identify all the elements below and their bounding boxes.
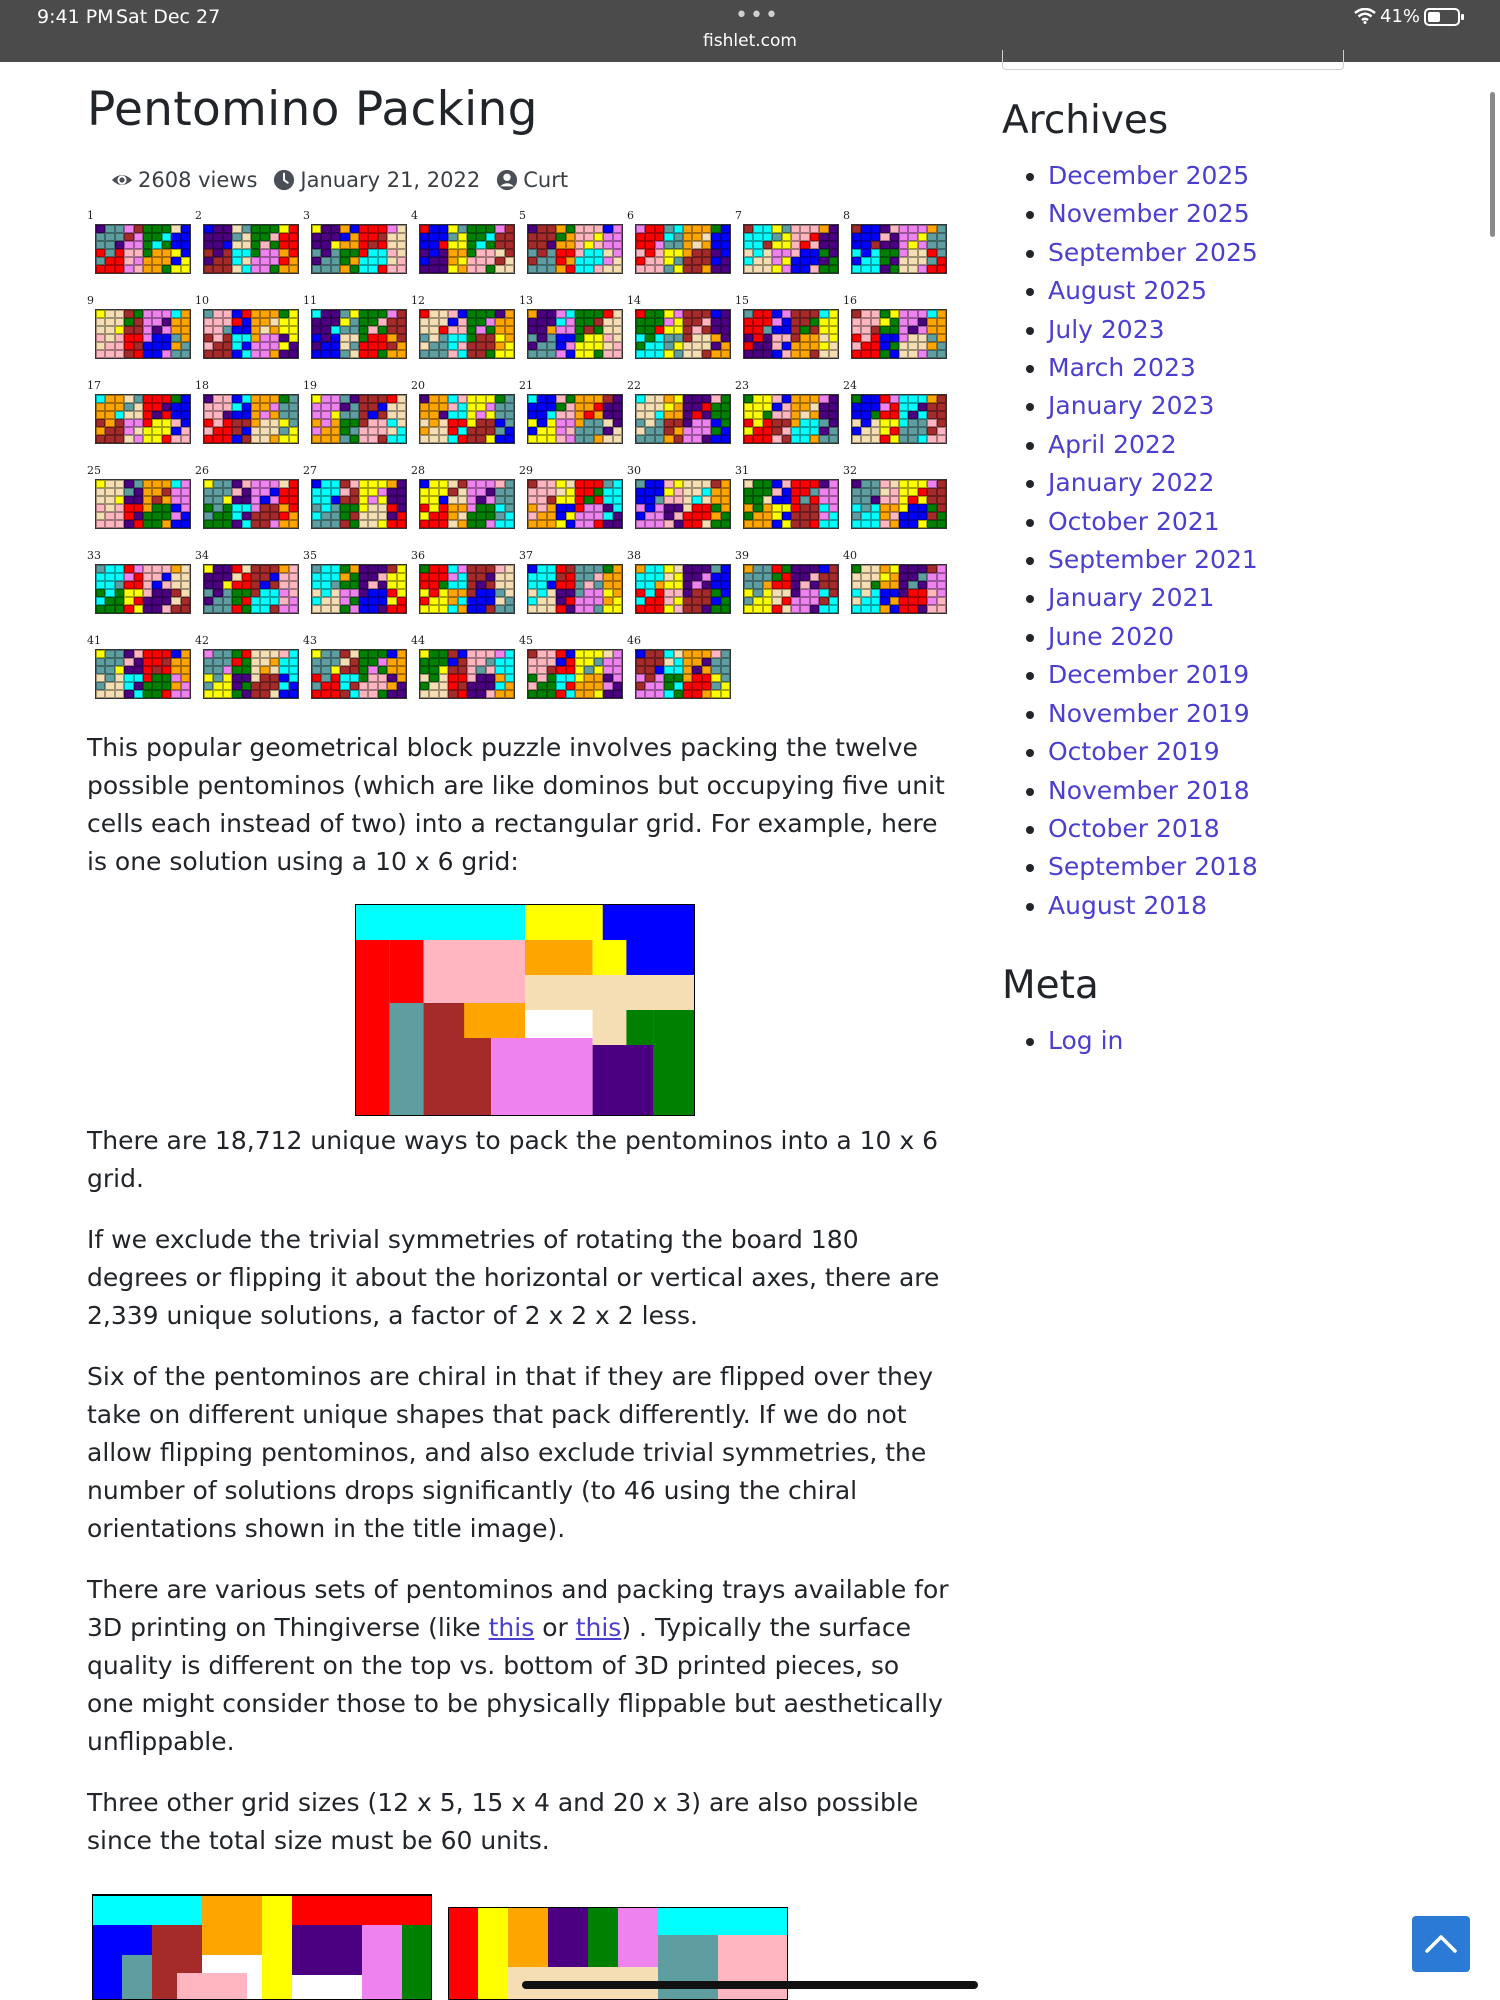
tile-grid bbox=[419, 479, 515, 529]
tile-number: 1 bbox=[87, 209, 94, 222]
archive-item bbox=[1048, 503, 1342, 541]
tile-grid bbox=[203, 309, 299, 359]
archive-link[interactable]: November 2019 bbox=[1048, 698, 1250, 728]
tile-grid bbox=[851, 564, 947, 614]
archive-item bbox=[1048, 695, 1342, 733]
status-date: Sat Dec 27 bbox=[116, 6, 221, 28]
tile-number: 15 bbox=[735, 294, 749, 307]
archive-item bbox=[1048, 579, 1342, 617]
solution-tile bbox=[87, 209, 191, 274]
tile-number: 5 bbox=[519, 209, 526, 222]
tile-number: 39 bbox=[735, 549, 749, 562]
archive-link[interactable]: November 2018 bbox=[1048, 775, 1250, 805]
solution-tile bbox=[627, 379, 731, 444]
paragraph-intro: This popular geometrical block puzzle involves packing the twelve possible pentominos (which are like dominos but occupying five unit cells each instead of two) into a rectangular grid. For example, here is one solution using a 10 x 6 grid: bbox=[87, 733, 945, 876]
solution-tile bbox=[627, 294, 731, 359]
author-meta bbox=[496, 168, 568, 192]
solution-tile bbox=[195, 464, 299, 529]
eye-icon bbox=[111, 169, 133, 191]
tile-number: 9 bbox=[87, 294, 94, 307]
post-meta bbox=[111, 165, 953, 195]
tile-number: 43 bbox=[303, 634, 317, 647]
archive-link[interactable]: January 2023 bbox=[1048, 391, 1215, 421]
archive-link[interactable]: September 2018 bbox=[1048, 852, 1258, 882]
tile-grid bbox=[527, 224, 623, 274]
solution-tile bbox=[87, 379, 191, 444]
date-meta bbox=[273, 168, 480, 192]
archive-link[interactable]: December 2019 bbox=[1048, 660, 1250, 690]
tile-grid bbox=[419, 224, 515, 274]
solution-tile bbox=[411, 294, 515, 359]
tile-grid bbox=[311, 224, 407, 274]
post-content bbox=[87, 62, 953, 1883]
thingiverse-link-1[interactable]: this bbox=[488, 1613, 535, 1642]
login-link[interactable]: Log in bbox=[1048, 1026, 1124, 1056]
tile-number: 25 bbox=[87, 464, 101, 477]
sidebar bbox=[1002, 62, 1342, 1061]
tile-grid bbox=[851, 394, 947, 444]
solution-tile bbox=[519, 294, 623, 359]
solution-tile bbox=[87, 294, 191, 359]
tile-number: 33 bbox=[87, 549, 101, 562]
tile-number: 40 bbox=[843, 549, 857, 562]
solution-tile bbox=[843, 379, 947, 444]
archive-item bbox=[1048, 464, 1342, 502]
tile-number: 2 bbox=[195, 209, 202, 222]
solution-tile bbox=[843, 294, 947, 359]
wifi-icon bbox=[1354, 8, 1376, 24]
archive-link[interactable]: November 2025 bbox=[1048, 199, 1250, 229]
solution-tile bbox=[519, 549, 623, 614]
solution-tile bbox=[87, 464, 191, 529]
tile-grid bbox=[635, 309, 731, 359]
solution-tile bbox=[735, 209, 839, 274]
tile-number: 36 bbox=[411, 549, 425, 562]
clock-icon bbox=[273, 169, 295, 191]
archive-item bbox=[1048, 772, 1342, 810]
archive-link[interactable]: September 2021 bbox=[1048, 545, 1258, 575]
archive-item bbox=[1048, 887, 1342, 925]
tile-number: 22 bbox=[627, 379, 641, 392]
tile-grid bbox=[743, 479, 839, 529]
tile-number: 19 bbox=[303, 379, 317, 392]
archive-link[interactable]: July 2023 bbox=[1048, 314, 1165, 344]
solution-tile bbox=[411, 634, 515, 699]
archive-link[interactable]: October 2018 bbox=[1048, 813, 1220, 843]
tile-grid bbox=[635, 649, 731, 699]
tile-grid bbox=[851, 479, 947, 529]
solution-tile bbox=[735, 294, 839, 359]
tile-number: 26 bbox=[195, 464, 209, 477]
archive-link[interactable]: December 2025 bbox=[1048, 161, 1250, 190]
tile-number: 29 bbox=[519, 464, 533, 477]
tile-grid bbox=[311, 309, 407, 359]
tile-number: 28 bbox=[411, 464, 425, 477]
solution-tile bbox=[303, 379, 407, 444]
tile-grid bbox=[95, 564, 191, 614]
tile-grid bbox=[527, 479, 623, 529]
archive-item bbox=[1048, 733, 1342, 771]
paragraph-symmetry: If we exclude the trivial symmetries of rotating the board 180 degrees or flipping it about the horizontal or vertical axes, there are 2,339 unique solutions, a factor of 2 x 2 x 2 less. bbox=[87, 1225, 940, 1330]
solution-tile bbox=[195, 294, 299, 359]
back-to-top-button[interactable] bbox=[1412, 1916, 1470, 1972]
archive-link[interactable]: April 2022 bbox=[1048, 429, 1177, 459]
meta-heading: Meta bbox=[1002, 963, 1099, 1009]
tile-grid bbox=[95, 649, 191, 699]
views-count: 2608 views bbox=[138, 168, 258, 192]
tile-number: 31 bbox=[735, 464, 749, 477]
tile-grid bbox=[743, 564, 839, 614]
archive-item bbox=[1048, 426, 1342, 464]
solution-tile bbox=[735, 549, 839, 614]
tile-grid bbox=[95, 394, 191, 444]
archive-link[interactable]: October 2021 bbox=[1048, 506, 1220, 536]
tile-grid bbox=[419, 309, 515, 359]
tile-grid bbox=[203, 564, 299, 614]
page-scrollbar[interactable] bbox=[1490, 92, 1495, 237]
solution-tile bbox=[519, 464, 623, 529]
solution-tile bbox=[519, 634, 623, 699]
tile-grid bbox=[311, 394, 407, 444]
tile-number: 21 bbox=[519, 379, 533, 392]
archive-link[interactable]: June 2020 bbox=[1048, 621, 1175, 651]
paragraph-thingiverse bbox=[87, 1571, 953, 1761]
solution-tile bbox=[303, 549, 407, 614]
solution-tile bbox=[303, 209, 407, 274]
solution-tile bbox=[303, 294, 407, 359]
meta-item bbox=[1048, 1022, 1342, 1060]
tile-number: 7 bbox=[735, 209, 742, 222]
tile-grid bbox=[527, 564, 623, 614]
tile-grid bbox=[203, 479, 299, 529]
solution-tile bbox=[411, 464, 515, 529]
tile-grid bbox=[635, 479, 731, 529]
archive-link[interactable]: August 2018 bbox=[1048, 890, 1208, 920]
tile-grid bbox=[527, 649, 623, 699]
solution-tile bbox=[627, 464, 731, 529]
tile-grid bbox=[419, 564, 515, 614]
post-date: January 21, 2022 bbox=[300, 168, 481, 192]
archive-item bbox=[1048, 810, 1342, 848]
tile-grid bbox=[635, 224, 731, 274]
title-image-solutions-grid bbox=[87, 209, 953, 717]
address-bar-url[interactable]: fishlet.com bbox=[703, 31, 797, 51]
example-solution-10x6 bbox=[355, 904, 695, 1116]
solution-tile bbox=[519, 209, 623, 274]
archive-link[interactable]: October 2019 bbox=[1048, 737, 1220, 767]
tile-grid bbox=[851, 224, 947, 274]
tile-number: 24 bbox=[843, 379, 857, 392]
views-meta bbox=[111, 168, 257, 192]
tile-grid bbox=[311, 649, 407, 699]
solution-tile bbox=[843, 549, 947, 614]
archives-heading: Archives bbox=[1002, 98, 1169, 143]
tile-number: 46 bbox=[627, 634, 641, 647]
solution-tile bbox=[843, 464, 947, 529]
solution-tile bbox=[735, 379, 839, 444]
tile-grid bbox=[527, 309, 623, 359]
tile-number: 17 bbox=[87, 379, 101, 392]
solution-tile bbox=[735, 464, 839, 529]
chevron-up-icon bbox=[1412, 1916, 1470, 1972]
tile-number: 44 bbox=[411, 634, 425, 647]
tile-grid bbox=[311, 564, 407, 614]
paragraph-other-sizes: Three other grid sizes (12 x 5, 15 x 4 and 20 x 3) are also possible since the total size must be 60 units. bbox=[87, 1788, 919, 1855]
home-indicator[interactable] bbox=[522, 1981, 978, 1989]
battery-percent: 41% bbox=[1380, 6, 1421, 27]
tile-number: 34 bbox=[195, 549, 209, 562]
tile-grid bbox=[743, 309, 839, 359]
meta-list bbox=[1002, 1022, 1342, 1060]
post-author: Curt bbox=[523, 168, 569, 192]
solution-tile bbox=[627, 209, 731, 274]
tile-number: 38 bbox=[627, 549, 641, 562]
tile-number: 27 bbox=[303, 464, 317, 477]
tile-grid bbox=[95, 309, 191, 359]
multitasking-dots-icon[interactable]: ••• bbox=[735, 3, 780, 28]
tile-grid bbox=[635, 564, 731, 614]
solution-tile bbox=[195, 549, 299, 614]
tile-number: 37 bbox=[519, 549, 533, 562]
archive-item bbox=[1048, 195, 1342, 233]
solution-tile bbox=[195, 634, 299, 699]
archive-item bbox=[1048, 311, 1342, 349]
solution-tile bbox=[87, 549, 191, 614]
tile-grid bbox=[527, 394, 623, 444]
text-segment: or bbox=[534, 1613, 576, 1642]
solution-tile bbox=[303, 634, 407, 699]
tile-number: 45 bbox=[519, 634, 533, 647]
archive-link[interactable]: January 2022 bbox=[1048, 468, 1215, 498]
solution-tile bbox=[519, 379, 623, 444]
tile-grid bbox=[95, 479, 191, 529]
page-title: Pentomino Packing bbox=[87, 82, 538, 137]
tile-number: 35 bbox=[303, 549, 317, 562]
tile-number: 20 bbox=[411, 379, 425, 392]
archive-item bbox=[1048, 656, 1342, 694]
tile-number: 11 bbox=[303, 294, 317, 307]
archive-item bbox=[1048, 848, 1342, 886]
tile-grid bbox=[203, 394, 299, 444]
tile-number: 13 bbox=[519, 294, 533, 307]
solution-tile bbox=[843, 209, 947, 274]
solution-tile bbox=[195, 379, 299, 444]
thingiverse-link-2[interactable]: this bbox=[575, 1613, 622, 1642]
tile-grid bbox=[95, 224, 191, 274]
tile-grid bbox=[203, 649, 299, 699]
archive-link[interactable]: September 2025 bbox=[1048, 237, 1258, 267]
tile-number: 16 bbox=[843, 294, 857, 307]
tile-grid bbox=[203, 224, 299, 274]
tile-number: 23 bbox=[735, 379, 749, 392]
user-circle-icon bbox=[496, 169, 518, 191]
paragraph-chiral: Six of the pentominos are chiral in that if they are flipped over they take on different unique shapes that pack differently. If we do not allow flipping pentominos, and also exclude trivial symmetries, the number of solutions drops significantly (to 46 using the chiral orientations shown in the title image). bbox=[87, 1362, 934, 1543]
archive-item bbox=[1048, 234, 1342, 272]
solution-tile bbox=[411, 209, 515, 274]
archive-item bbox=[1048, 387, 1342, 425]
tile-grid bbox=[311, 479, 407, 529]
tile-number: 6 bbox=[627, 209, 634, 222]
tile-number: 30 bbox=[627, 464, 641, 477]
tile-number: 14 bbox=[627, 294, 641, 307]
tile-grid bbox=[743, 394, 839, 444]
archive-link[interactable]: March 2023 bbox=[1048, 353, 1196, 383]
tile-grid bbox=[635, 394, 731, 444]
solution-tile bbox=[87, 634, 191, 699]
solution-tile bbox=[627, 634, 731, 699]
archive-link[interactable]: January 2021 bbox=[1048, 583, 1215, 613]
archives-list bbox=[1002, 157, 1342, 925]
solution-tile bbox=[303, 464, 407, 529]
archive-item bbox=[1048, 157, 1342, 195]
tile-number: 18 bbox=[195, 379, 209, 392]
tile-number: 32 bbox=[843, 464, 857, 477]
solution-tile bbox=[411, 379, 515, 444]
tile-number: 10 bbox=[195, 294, 209, 307]
archive-item bbox=[1048, 272, 1342, 310]
tile-number: 4 bbox=[411, 209, 418, 222]
tile-number: 3 bbox=[303, 209, 310, 222]
text-segment: ) . Typically the surface quality is different on the top vs. bottom of 3D printed pieces, so one might consider those to be physically flippable but aesthetically unflippable. bbox=[87, 1613, 943, 1756]
archive-item bbox=[1048, 541, 1342, 579]
solution-tile bbox=[411, 549, 515, 614]
tile-number: 42 bbox=[195, 634, 209, 647]
tile-grid bbox=[851, 309, 947, 359]
archive-item bbox=[1048, 349, 1342, 387]
solution-image-12x5 bbox=[92, 1893, 432, 2000]
paragraph-count: There are 18,712 unique ways to pack the pentominos into a 10 x 6 grid. bbox=[87, 1126, 939, 1193]
tile-number: 12 bbox=[411, 294, 425, 307]
solution-tile bbox=[627, 549, 731, 614]
solution-tile bbox=[195, 209, 299, 274]
tile-grid bbox=[419, 394, 515, 444]
tile-grid bbox=[743, 224, 839, 274]
archive-item bbox=[1048, 618, 1342, 656]
status-time: 9:41 PM bbox=[37, 6, 114, 28]
battery-icon bbox=[1424, 8, 1460, 26]
tile-number: 8 bbox=[843, 209, 850, 222]
archive-link[interactable]: August 2025 bbox=[1048, 276, 1208, 306]
tile-number: 41 bbox=[87, 634, 101, 647]
tile-grid bbox=[419, 649, 515, 699]
text-segment: There are various sets of pentominos and packing trays available for 3D printing on Thingiverse (like bbox=[87, 1575, 949, 1642]
